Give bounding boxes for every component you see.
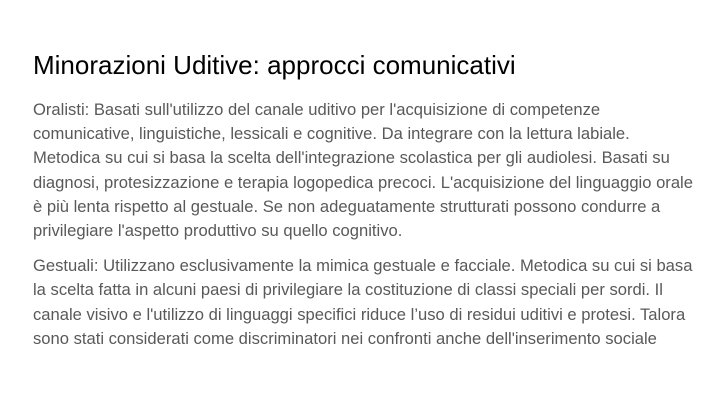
slide-body [33,98,698,351]
paragraph-oralisti: Oralisti: Basati sull'utilizzo del canale uditivo per l'acquisizione di competenze comunicative, linguistiche, lessicali e cognitive. Da integrare con la lettura labiale. Metodica su cui si basa la scelta dell'integrazione scolastica per gli audiolesi. Basati su diagnosi, protesizzazione e terapia logopedica precoci. L'acquisizione del linguaggio orale è più lenta rispetto al gestuale. Se non adeguatamente strutturati possono condurre a privilegiare l'aspetto produttivo su quello cognitivo. [33,100,693,241]
slide-title: Minorazioni Uditive: approcci comunicativi [33,50,516,80]
paragraph-gestuali: Gestuali: Utilizzano esclusivamente la mimica gestuale e facciale. Metodica su cui si basa la scelta fatta in alcuni paesi di privilegiare la costituzione di classi speciali per sordi. Il canale visivo e l'utilizzo di linguaggi specifici riduce l’uso di residui uditivi e protesi. Talora sono stati considerati come discriminatori nei confronti anche dell'inserimento sociale [33,256,693,348]
